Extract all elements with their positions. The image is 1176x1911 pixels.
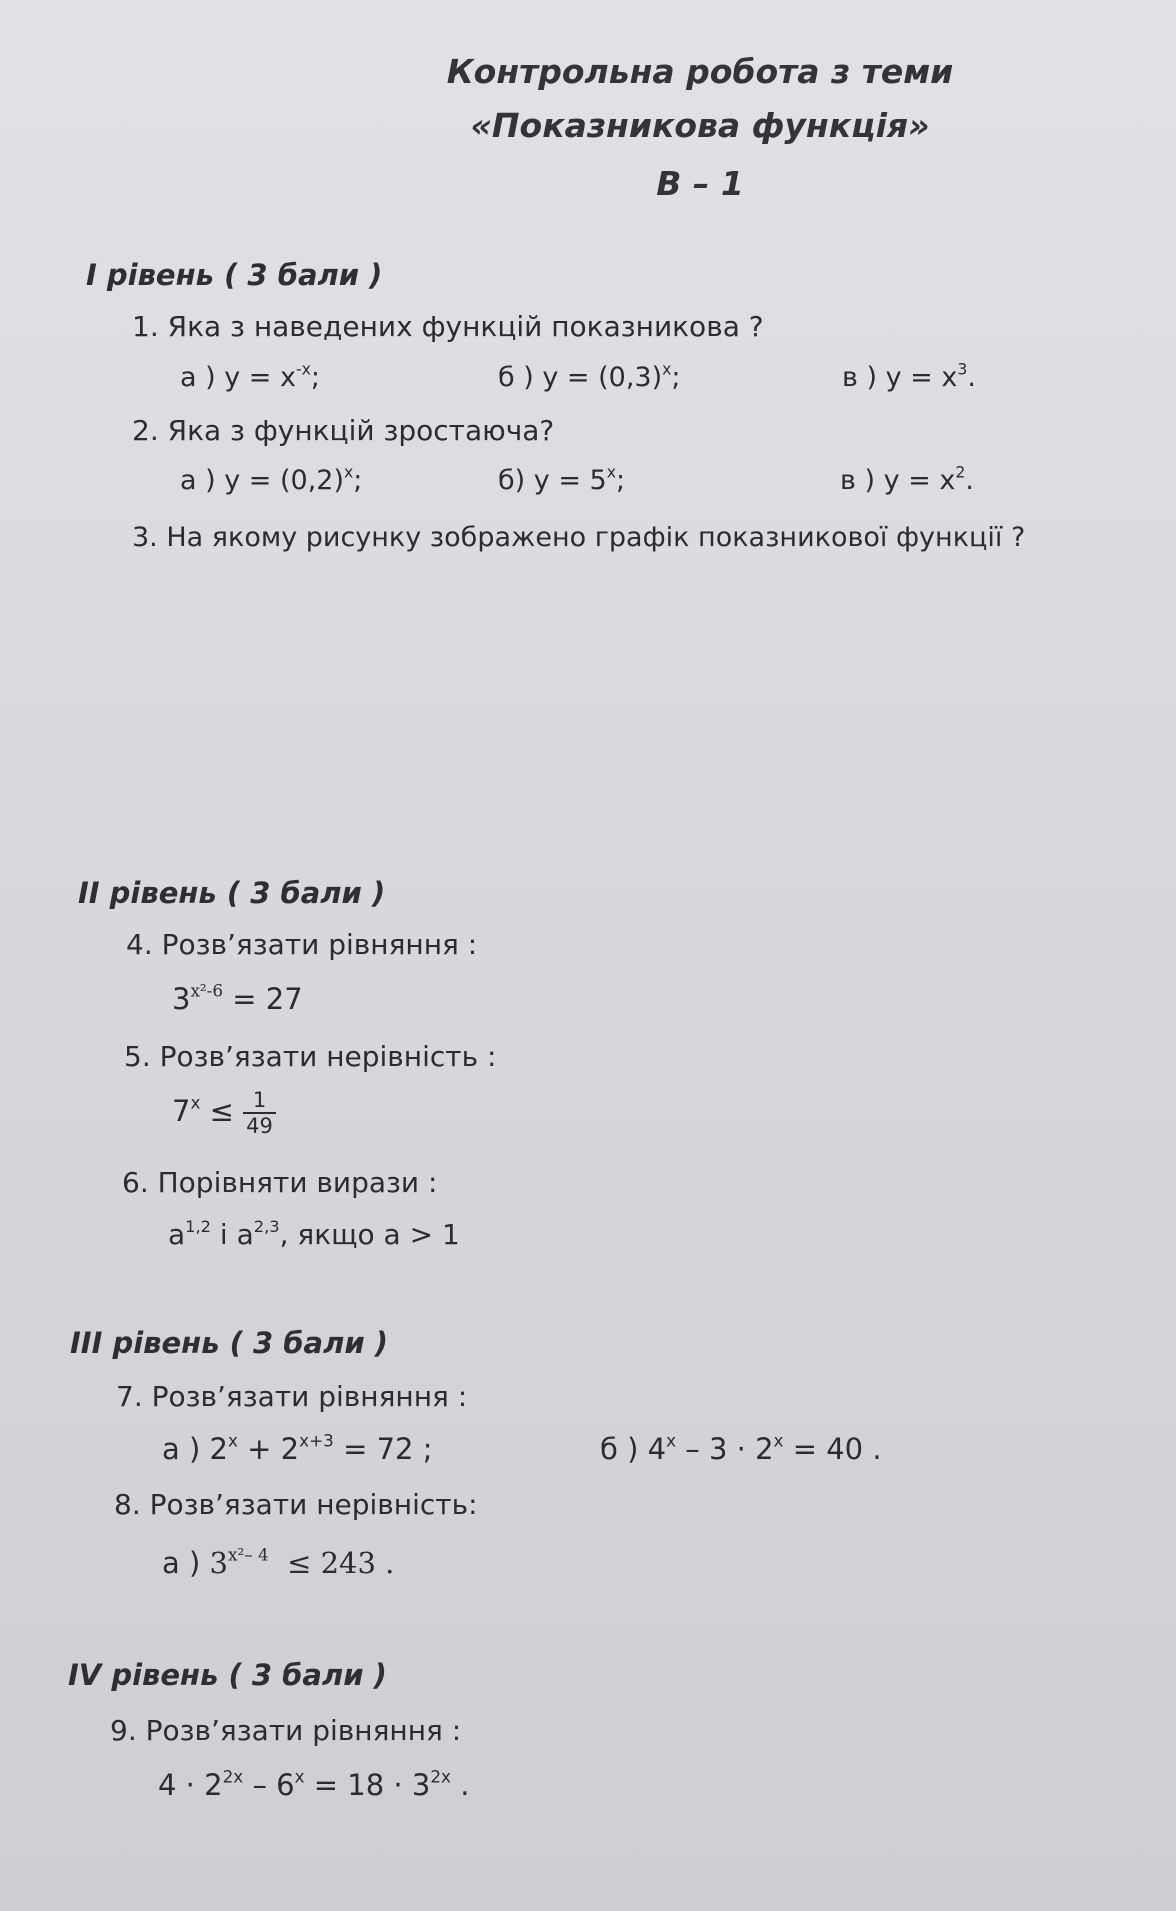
q2-option-a: а ) $y = (0,2)^x$; [180, 462, 363, 496]
q7-equation-b: б ) $4^x - 3 \cdot 2^x = 40$ . [600, 1430, 882, 1466]
question-5: 5. Розв’язати нерівність : [124, 1040, 497, 1073]
question-7: 7. Розв’язати рівняння : [116, 1380, 468, 1413]
question-4: 4. Розв’язати рівняння : [126, 928, 478, 961]
level-3-heading: ІІІ рівень ( 3 бали ) [70, 1326, 389, 1360]
q6-expressions: $a^{1,2}$ і $a^{2,3}$, якщо a > 1 [168, 1216, 460, 1251]
q7-equation-a: а ) $2^x + 2^{x+3} = 72$ ; [162, 1430, 433, 1466]
level-2-heading: ІІ рівень ( 3 бали ) [78, 876, 386, 910]
q2-option-b: б) $y = 5^x$; [498, 462, 626, 496]
q9-equation: $4 \cdot 2^{2x} - 6^x = 18 \cdot 3^{2x}$ . [158, 1766, 470, 1802]
q1-option-a: а ) $y = x^{-x}$; [180, 359, 321, 393]
level-1-heading: І рівень ( 3 бали ) [86, 258, 383, 292]
q2-option-c: в ) $y = x^2$. [840, 462, 974, 496]
question-6: 6. Порівняти вирази : [122, 1166, 438, 1199]
question-1: 1. Яка з наведених функцій показникова ? [132, 310, 764, 343]
question-3: 3. На якому рисунку зображено графік показникової функції ? [132, 522, 1026, 553]
q1-option-c: в ) $y = x^3$. [842, 359, 976, 393]
q8-inequality: а ) $3^{x^2- 4} \le 243$ . [162, 1544, 395, 1580]
q4-equation: $3^{x^2-6} = 27$ [172, 980, 303, 1016]
title-line-2: «Показникова функція» [470, 106, 930, 145]
variant-label: В – 1 [656, 164, 744, 203]
title-line-1: Контрольна робота з теми [446, 52, 954, 91]
question-9: 9. Розв’язати рівняння : [110, 1714, 462, 1747]
q1-option-b: б ) $y = (0,3)^x$; [498, 359, 681, 393]
question-2: 2. Яка з функцій зростаюча? [132, 414, 555, 447]
q5-inequality: 7$^x$ ≤ $\frac{1}{49}$ [172, 1088, 276, 1138]
question-8: 8. Розв’язати нерівність: [114, 1488, 478, 1521]
level-4-heading: IV рівень ( 3 бали ) [68, 1658, 387, 1692]
q5-fraction: $\frac{1}{49}$ [243, 1088, 276, 1138]
